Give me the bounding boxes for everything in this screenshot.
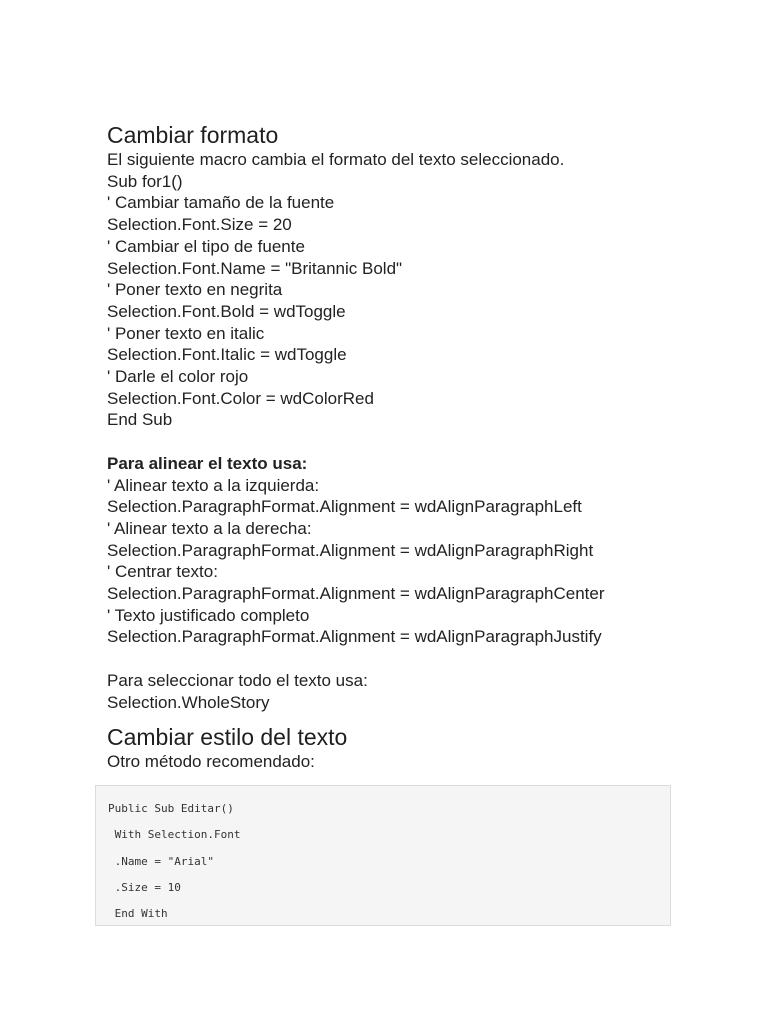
- code-block: [95, 785, 671, 926]
- code-line: Selection.Font.Italic = wdToggle: [107, 345, 347, 365]
- section-title-cambiar-estilo: Cambiar estilo del texto: [107, 724, 348, 751]
- code-comment: ' Poner texto en negrita: [107, 280, 283, 300]
- code-comment: ' Cambiar tamaño de la fuente: [107, 193, 335, 213]
- code-line: Selection.ParagraphFormat.Alignment = wdAlignParagraphCenter: [107, 584, 605, 604]
- code-comment: ' Poner texto en italic: [107, 323, 265, 343]
- code-block-line: .Name = "Arial": [108, 854, 214, 868]
- code-comment: ' Texto justificado completo: [107, 605, 310, 625]
- spacer: [107, 648, 727, 670]
- document-body: [107, 121, 727, 773]
- code-line: Selection.Font.Name = "Britannic Bold": [107, 258, 403, 278]
- macro-code-lines: [107, 171, 727, 431]
- section-intro: Otro método recomendado:: [107, 752, 315, 772]
- code-block-line: .Size = 10: [108, 880, 181, 894]
- code-comment: ' Darle el color rojo: [107, 367, 249, 387]
- code-line: Sub for1(): [107, 171, 183, 191]
- code-comment: ' Alinear texto a la izquierda:: [107, 475, 320, 495]
- code-line: Selection.ParagraphFormat.Alignment = wdAlignParagraphLeft: [107, 497, 582, 517]
- code-comment: ' Cambiar el tipo de fuente: [107, 236, 305, 256]
- code-block-line: With Selection.Font: [108, 828, 241, 842]
- align-code-lines: [107, 475, 727, 649]
- code-line: Selection.WholeStory: [107, 692, 270, 712]
- code-line: Selection.Font.Size = 20: [107, 215, 292, 235]
- code-comment: ' Centrar texto:: [107, 562, 218, 582]
- align-heading: Para alinear el texto usa:: [107, 453, 308, 473]
- spacer: [107, 431, 727, 453]
- code-line: Selection.ParagraphFormat.Alignment = wdAlignParagraphJustify: [107, 627, 602, 647]
- code-line: Selection.Font.Color = wdColorRed: [107, 388, 374, 408]
- code-block-line: Public Sub Editar(): [108, 802, 234, 815]
- code-line: Selection.Font.Bold = wdToggle: [107, 301, 346, 321]
- section-intro: El siguiente macro cambia el formato del texto seleccionado.: [107, 150, 565, 169]
- code-block-line: End With: [108, 907, 168, 921]
- code-comment: ' Alinear texto a la derecha:: [107, 518, 312, 538]
- section-title-cambiar-formato: Cambiar formato: [107, 122, 279, 148]
- code-line: Selection.ParagraphFormat.Alignment = wdAlignParagraphRight: [107, 540, 594, 560]
- code-line: End Sub: [107, 410, 173, 430]
- select-all-heading: Para seleccionar todo el texto usa:: [107, 670, 368, 690]
